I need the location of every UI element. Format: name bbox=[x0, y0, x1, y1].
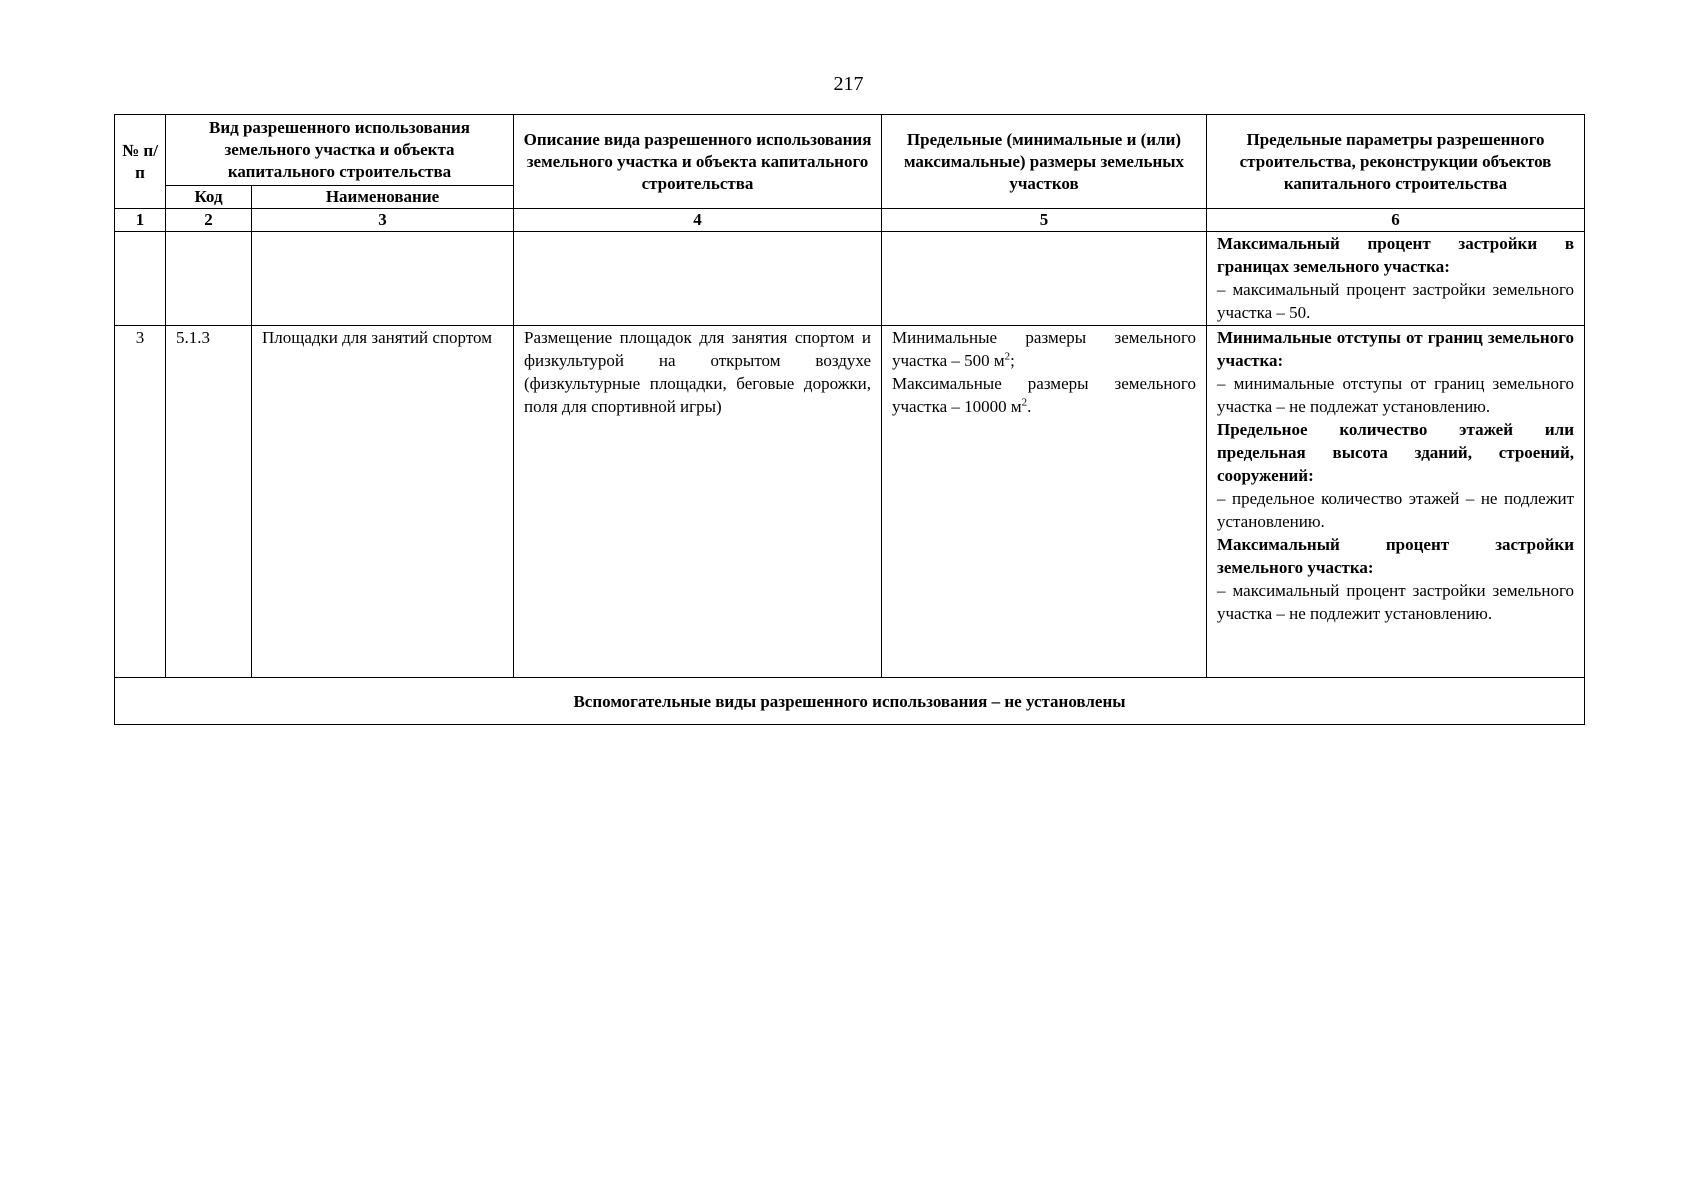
max-size-sup: 2 bbox=[1021, 396, 1028, 409]
auxiliary-uses-note: Вспомогательные виды разрешенного использования – не установлены bbox=[115, 678, 1585, 725]
column-number: 6 bbox=[1207, 209, 1585, 232]
cell-description bbox=[514, 232, 882, 326]
header-num: № п/п bbox=[115, 115, 166, 209]
table-row bbox=[115, 326, 1585, 678]
header-name: Наименование bbox=[252, 186, 514, 209]
max-size-value: Максимальные размеры земельного участка – 10000 м bbox=[892, 374, 1196, 416]
header-description: Описание вида разрешенного использования земельного участка и объекта капитального строительства bbox=[514, 115, 882, 209]
footer-row bbox=[115, 678, 1585, 725]
min-size-sup: 2 bbox=[1004, 350, 1011, 363]
params-heading: Максимальный процент застройки в границах земельного участка: bbox=[1217, 234, 1574, 276]
cell-code: 5.1.3 bbox=[166, 326, 252, 678]
cell-num: 3 bbox=[115, 326, 166, 678]
params-heading: Предельное количество этажей или предельная высота зданий, строений, сооружений: bbox=[1217, 420, 1574, 485]
cell-num bbox=[115, 232, 166, 326]
cell-description: Размещение площадок для занятия спортом и физкультурой на открытом воздухе (физкультурные площадки, беговые дорожки, поля для спортивной игры) bbox=[514, 326, 882, 678]
cell-sizes bbox=[882, 232, 1207, 326]
column-number: 1 bbox=[115, 209, 166, 232]
cell-params bbox=[1207, 232, 1585, 326]
column-number: 5 bbox=[882, 209, 1207, 232]
cell-name: Площадки для занятий спортом bbox=[252, 326, 514, 678]
column-number-row bbox=[115, 209, 1585, 232]
land-use-table bbox=[114, 114, 1585, 725]
params-heading: Максимальный процент застройки земельного участка: bbox=[1217, 535, 1574, 577]
header-row-1 bbox=[115, 115, 1585, 186]
cell-params bbox=[1207, 326, 1585, 678]
params-heading: Минимальные отступы от границ земельного участка: bbox=[1217, 328, 1574, 370]
page-number: 217 bbox=[833, 73, 864, 95]
max-size-text bbox=[892, 372, 1196, 418]
cell-code bbox=[166, 232, 252, 326]
header-code: Код bbox=[166, 186, 252, 209]
header-params: Предельные параметры разрешенного строительства, реконструкции объектов капитального строительства bbox=[1207, 115, 1585, 209]
params-item: – предельное количество этажей – не подлежит установлению. bbox=[1217, 489, 1574, 531]
params-item: – максимальный процент застройки земельного участка – 50. bbox=[1217, 280, 1574, 322]
params-item: – минимальные отступы от границ земельного участка – не подлежат установлению. bbox=[1217, 374, 1574, 416]
column-number: 2 bbox=[166, 209, 252, 232]
header-sizes: Предельные (минимальные и (или) максимальные) размеры земельных участков bbox=[882, 115, 1207, 209]
column-number: 3 bbox=[252, 209, 514, 232]
min-size-text bbox=[892, 326, 1196, 372]
max-size-tail: . bbox=[1027, 397, 1032, 416]
min-size-value: Минимальные размеры земельного участка – 500 м bbox=[892, 328, 1196, 370]
table-row-continuation bbox=[115, 232, 1585, 326]
column-number: 4 bbox=[514, 209, 882, 232]
header-kind-group: Вид разрешенного использования земельного участка и объекта капитального строительства bbox=[166, 115, 514, 186]
cell-name bbox=[252, 232, 514, 326]
cell-sizes bbox=[882, 326, 1207, 678]
params-item: – максимальный процент застройки земельного участка – не подлежит установлению. bbox=[1217, 581, 1574, 623]
min-size-tail: ; bbox=[1010, 351, 1015, 370]
